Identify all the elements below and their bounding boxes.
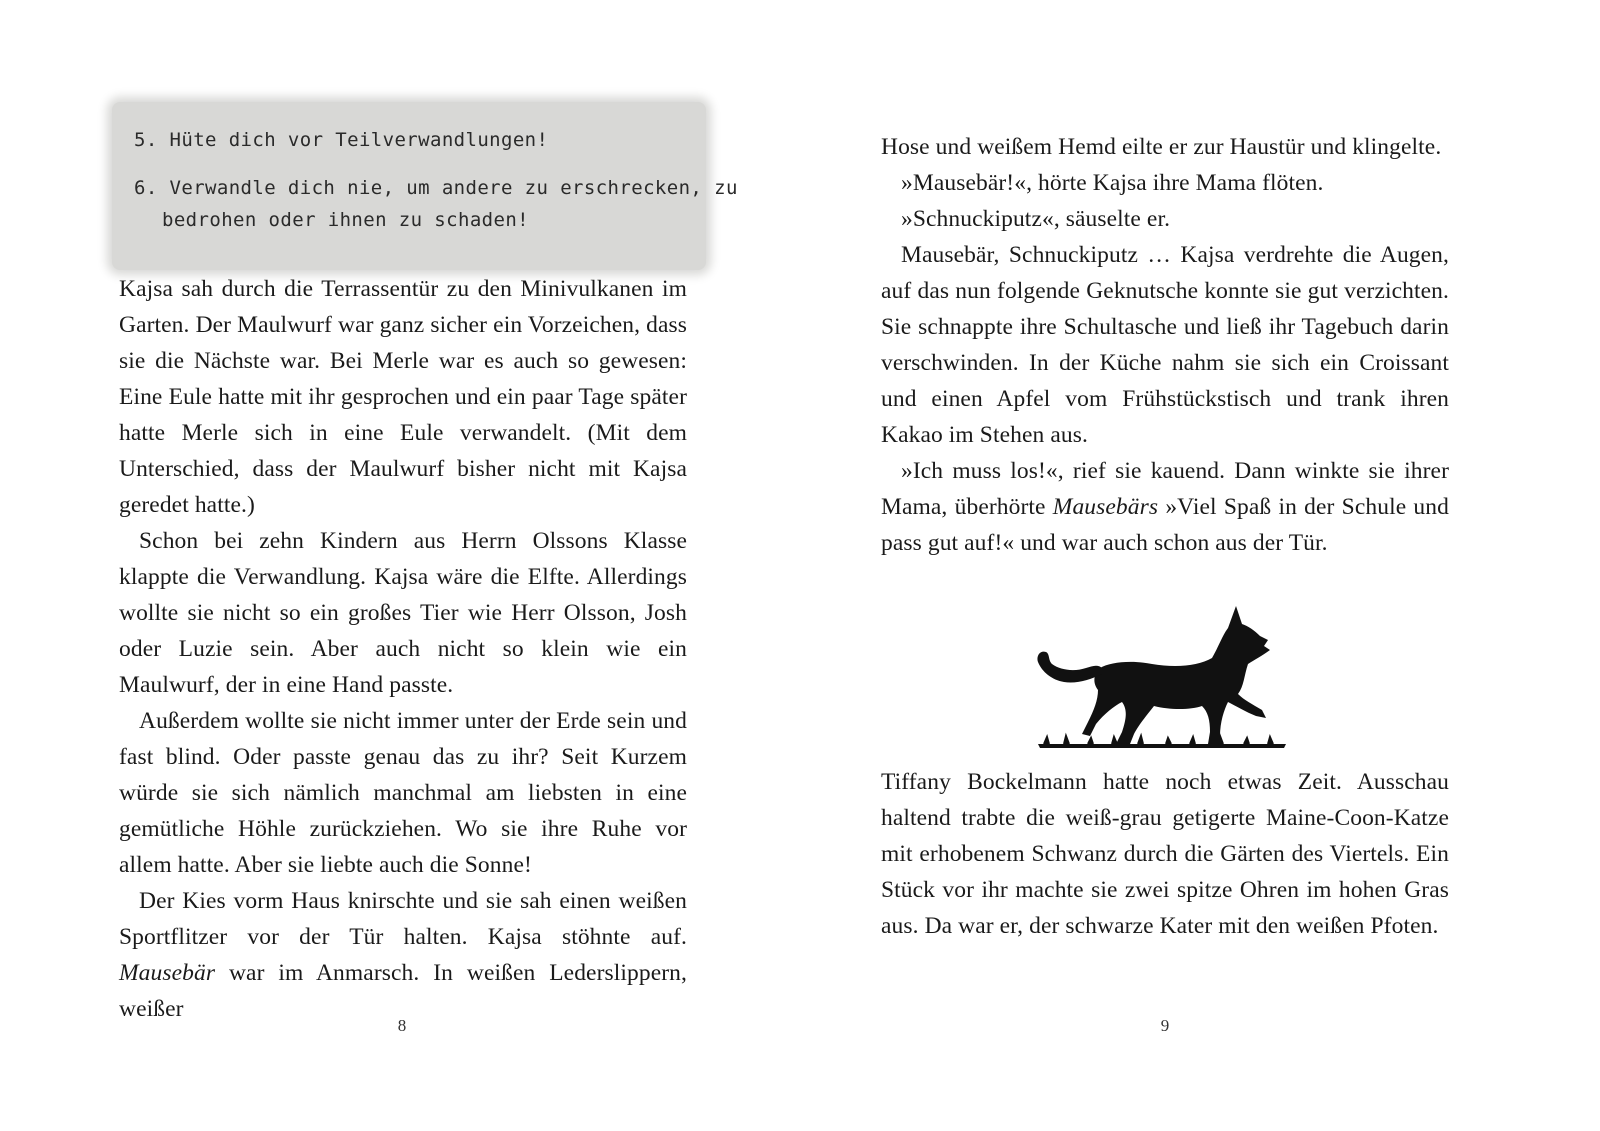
page-number-left: 8 xyxy=(397,1016,407,1035)
right-body-text-bottom xyxy=(881,764,1449,944)
paragraph-schnuckiputz: »Schnuckiputz«, säuselte er. xyxy=(901,206,1171,232)
emphasis-mausebaers: Mausebärs xyxy=(1052,494,1159,520)
cat-silhouette-icon xyxy=(1030,606,1294,760)
paragraph-kitchen: Mausebär, Schnuckiputz … Kajsa verdrehte die Augen, auf das nun folgende Geknutsche konnte sie gut verzichten. Sie schnappte ihre Schultasche und ließ ihr Tagebuch darin verschwinden. In der Küche nahm sie sich ein Croissant und einen Apfel vom Frühstückstisch und trank ihren Kakao im Stehen aus. xyxy=(881,242,1449,448)
paragraph-mama: »Mausebär!«, hörte Kajsa ihre Mama flöten. xyxy=(901,170,1324,196)
grass-blades xyxy=(1044,736,1273,744)
grass-strip xyxy=(1038,744,1286,748)
rule-5: 5. Hüte dich vor Teilverwandlungen! xyxy=(134,129,549,151)
paragraph-class: Schon bei zehn Kindern aus Herrn Olssons Klasse klappte die Verwandlung. Kajsa wäre die Elfte. Allerdings wollte sie nicht so ein großes Tier wie Herr Olsson, Josh oder Luzie sein. Aber auch nicht so klein wie ein Maulwurf, der in eine Hand passte. xyxy=(119,528,687,698)
emphasis-mausebaer: Mausebär xyxy=(119,960,216,986)
paragraph-farewell: »Ich muss los!«, rief sie kauend. Dann winkte sie ihrer Mama, überhörte Mausebärs »Viel Spaß in der Schule und pass gut auf!« und war auch schon aus der Tür. xyxy=(881,458,1449,556)
paragraph-terrace: Kajsa sah durch die Terrassentür zu den Minivulkanen im Garten. Der Maulwurf war ganz sicher ein Vorzeichen, dass sie die Nächste war. Bei Merle war es auch so gewesen: Eine Eule hatte mit ihr gesprochen und ein paar Tage später hatte Merle sich in eine Eule verwandelt. (Mit dem Unterschied, dass der Maulwurf bisher nicht mit Kajsa geredet hatte.) xyxy=(119,276,687,518)
rule-6-line-1: 6. Verwandle dich nie, um andere zu erschrecken, zu xyxy=(134,177,738,199)
right-body-text-top xyxy=(881,129,1449,561)
left-body-text xyxy=(119,271,687,1027)
cat-body xyxy=(1082,606,1270,744)
rule-6-line-2: bedrohen oder ihnen zu schaden! xyxy=(162,209,530,231)
paragraph-gravel: Der Kies vorm Haus knirschte und sie sah einen weißen Sportflitzer vor der Tür halten. Kajsa stöhnte auf. Mausebär war im Anmarsch. In weißen Lederslippern, weißer xyxy=(119,888,687,1022)
paragraph-underground: Außerdem wollte sie nicht immer unter der Erde sein und fast blind. Oder passte genau das zu ihr? Seit Kurzem würde sie sich nämlich manchmal am liebsten in eine gemütliche Höhle zurückziehen. Wo sie ihre Ruhe vor allem hatte. Aber sie liebte auch die Sonne! xyxy=(119,708,687,878)
cat-tail xyxy=(1037,652,1102,683)
page-number-right: 9 xyxy=(1160,1016,1170,1035)
paragraph-continued: Hose und weißem Hemd eilte er zur Haustür und klingelte. xyxy=(881,134,1442,160)
paragraph-tiffany: Tiffany Bockelmann hatte noch etwas Zeit. Ausschau haltend trabte die weiß-grau getigerte Maine-Coon-Katze mit erhobenem Schwanz durch die Gärten des Viertels. Ein Stück vor ihr machte sie zwei spitze Ohren im hohen Gras aus. Da war er, der schwarze Kater mit den weißen Pfoten. xyxy=(881,769,1449,939)
